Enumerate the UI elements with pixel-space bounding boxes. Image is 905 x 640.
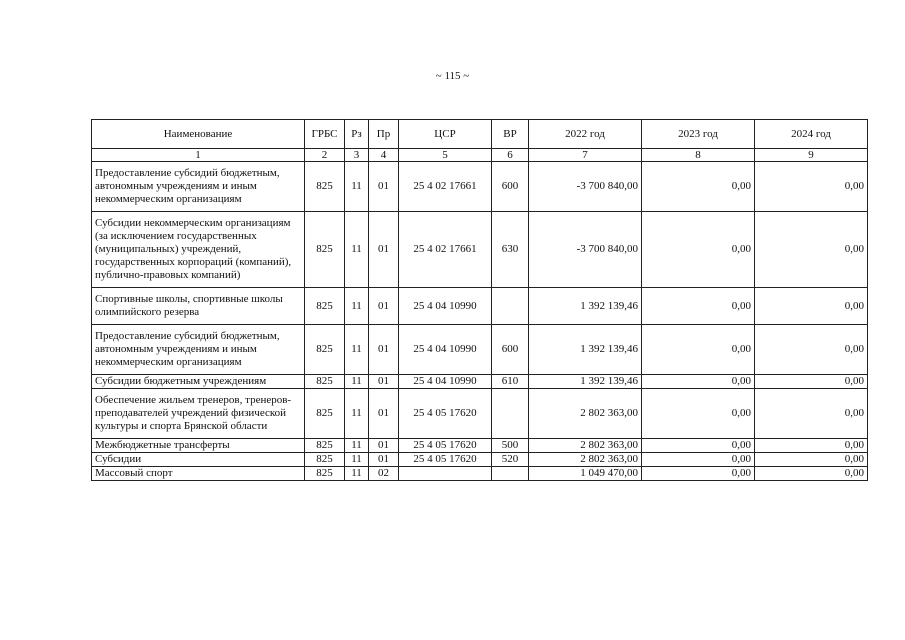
row-vr: 520 xyxy=(492,453,529,467)
row-vr: 610 xyxy=(492,375,529,389)
row-2023: 0,00 xyxy=(642,453,755,467)
row-name: Обеспечение жильем тренеров, тренеров-преподавателей учреждений физической культуры и спорта Брянской области xyxy=(92,389,305,439)
budget-table xyxy=(91,119,868,481)
row-csr: 25 4 02 17661 xyxy=(399,162,492,212)
row-grbs: 825 xyxy=(305,325,345,375)
row-csr xyxy=(399,467,492,481)
table-row xyxy=(92,325,868,375)
row-rz: 11 xyxy=(345,439,369,453)
col-number: 9 xyxy=(755,149,868,162)
row-rz: 11 xyxy=(345,325,369,375)
row-name: Предоставление субсидий бюджетным, автономным учреждениям и иным некоммерческим организациям xyxy=(92,325,305,375)
col-number: 4 xyxy=(369,149,399,162)
row-csr: 25 4 04 10990 xyxy=(399,325,492,375)
col-header-2023: 2023 год xyxy=(642,120,755,149)
col-header-vr: ВР xyxy=(492,120,529,149)
row-rz: 11 xyxy=(345,288,369,325)
row-pr: 01 xyxy=(369,325,399,375)
row-2023: 0,00 xyxy=(642,439,755,453)
row-csr: 25 4 05 17620 xyxy=(399,453,492,467)
col-header-2024: 2024 год xyxy=(755,120,868,149)
table-row xyxy=(92,467,868,481)
table-row xyxy=(92,162,868,212)
row-2023: 0,00 xyxy=(642,467,755,481)
page-number: ~ 115 ~ xyxy=(435,70,470,82)
row-name: Межбюджетные трансферты xyxy=(92,439,305,453)
table-row xyxy=(92,439,868,453)
col-header-rz: Рз xyxy=(345,120,369,149)
row-vr xyxy=(492,467,529,481)
row-pr: 01 xyxy=(369,453,399,467)
row-2022: -3 700 840,00 xyxy=(529,212,642,288)
row-pr: 01 xyxy=(369,212,399,288)
row-grbs: 825 xyxy=(305,467,345,481)
col-number: 7 xyxy=(529,149,642,162)
table-row xyxy=(92,375,868,389)
row-2024: 0,00 xyxy=(755,288,868,325)
row-name: Субсидии некоммерческим организациям (за исключением государственных (муниципальных) учреждений, государственных корпораций (компаний), публично-правовых компаний) xyxy=(92,212,305,288)
row-csr: 25 4 04 10990 xyxy=(399,288,492,325)
row-2024: 0,00 xyxy=(755,375,868,389)
col-number: 5 xyxy=(399,149,492,162)
row-2023: 0,00 xyxy=(642,389,755,439)
row-2024: 0,00 xyxy=(755,453,868,467)
row-pr: 01 xyxy=(369,375,399,389)
row-vr: 600 xyxy=(492,162,529,212)
row-vr xyxy=(492,389,529,439)
row-vr: 630 xyxy=(492,212,529,288)
row-grbs: 825 xyxy=(305,162,345,212)
row-2024: 0,00 xyxy=(755,439,868,453)
row-2022: 1 049 470,00 xyxy=(529,467,642,481)
col-number: 2 xyxy=(305,149,345,162)
row-2022: -3 700 840,00 xyxy=(529,162,642,212)
row-pr: 01 xyxy=(369,389,399,439)
col-header-name: Наименование xyxy=(92,120,305,149)
table-row xyxy=(92,288,868,325)
header-row xyxy=(92,120,868,149)
row-2024: 0,00 xyxy=(755,389,868,439)
row-csr: 25 4 05 17620 xyxy=(399,389,492,439)
column-number-row xyxy=(92,149,868,162)
row-grbs: 825 xyxy=(305,389,345,439)
row-2023: 0,00 xyxy=(642,162,755,212)
row-name: Субсидии xyxy=(92,453,305,467)
row-grbs: 825 xyxy=(305,375,345,389)
row-pr: 01 xyxy=(369,162,399,212)
col-number: 3 xyxy=(345,149,369,162)
table-row xyxy=(92,389,868,439)
row-rz: 11 xyxy=(345,162,369,212)
table-row xyxy=(92,212,868,288)
row-name: Спортивные школы, спортивные школы олимпийского резерва xyxy=(92,288,305,325)
row-rz: 11 xyxy=(345,389,369,439)
col-header-pr: Пр xyxy=(369,120,399,149)
row-2023: 0,00 xyxy=(642,375,755,389)
row-2022: 1 392 139,46 xyxy=(529,325,642,375)
table-row xyxy=(92,453,868,467)
row-rz: 11 xyxy=(345,375,369,389)
row-name: Предоставление субсидий бюджетным, автономным учреждениям и иным некоммерческим организациям xyxy=(92,162,305,212)
row-grbs: 825 xyxy=(305,212,345,288)
col-number: 6 xyxy=(492,149,529,162)
row-name: Массовый спорт xyxy=(92,467,305,481)
row-vr xyxy=(492,288,529,325)
row-vr: 500 xyxy=(492,439,529,453)
col-number: 1 xyxy=(92,149,305,162)
row-pr: 01 xyxy=(369,439,399,453)
row-2022: 1 392 139,46 xyxy=(529,288,642,325)
row-2022: 2 802 363,00 xyxy=(529,453,642,467)
col-header-csr: ЦСР xyxy=(399,120,492,149)
row-2023: 0,00 xyxy=(642,288,755,325)
row-csr: 25 4 02 17661 xyxy=(399,212,492,288)
row-grbs: 825 xyxy=(305,439,345,453)
row-vr: 600 xyxy=(492,325,529,375)
row-csr: 25 4 04 10990 xyxy=(399,375,492,389)
row-2022: 2 802 363,00 xyxy=(529,439,642,453)
row-2022: 2 802 363,00 xyxy=(529,389,642,439)
col-number: 8 xyxy=(642,149,755,162)
col-header-2022: 2022 год xyxy=(529,120,642,149)
row-2022: 1 392 139,46 xyxy=(529,375,642,389)
row-pr: 01 xyxy=(369,288,399,325)
row-2024: 0,00 xyxy=(755,467,868,481)
row-pr: 02 xyxy=(369,467,399,481)
row-2024: 0,00 xyxy=(755,325,868,375)
row-name: Субсидии бюджетным учреждениям xyxy=(92,375,305,389)
row-2023: 0,00 xyxy=(642,325,755,375)
row-2023: 0,00 xyxy=(642,212,755,288)
row-2024: 0,00 xyxy=(755,162,868,212)
row-grbs: 825 xyxy=(305,453,345,467)
row-rz: 11 xyxy=(345,212,369,288)
row-2024: 0,00 xyxy=(755,212,868,288)
row-csr: 25 4 05 17620 xyxy=(399,439,492,453)
row-grbs: 825 xyxy=(305,288,345,325)
col-header-grbs: ГРБС xyxy=(305,120,345,149)
row-rz: 11 xyxy=(345,453,369,467)
row-rz: 11 xyxy=(345,467,369,481)
